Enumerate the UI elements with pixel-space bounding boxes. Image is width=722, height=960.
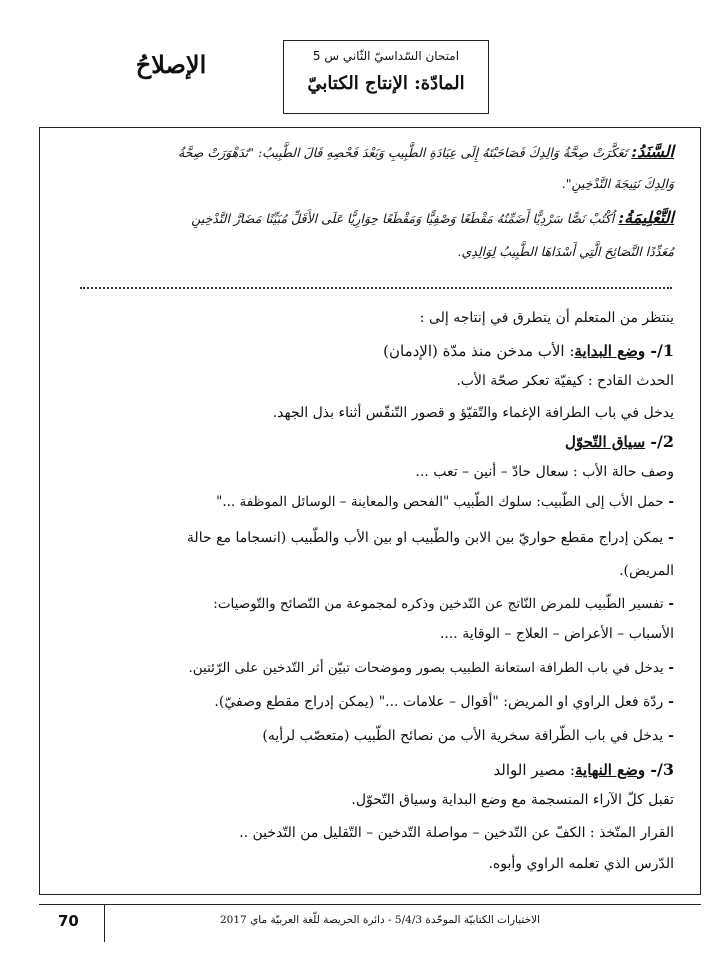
exam-title-box — [283, 40, 489, 114]
talima-line-1 — [46, 206, 674, 231]
exam-line: امتحان السّداسيّ الثّاني س 5 — [312, 49, 460, 63]
section-1-line-1: الحدث القادح : كيفيّة تعكر صحّة الأب. — [456, 373, 674, 389]
section-2-bullet-3-cont: الأسباب – الأعراض – العلاج – الوقاية .... — [439, 626, 674, 642]
section-1-line-2: يدخل في باب الطرافة الإغماء والتّقيّؤ و قصور التّنفّس أثناء بذل الجهد. — [272, 405, 674, 421]
section-2-bullet-4: - يدخل في باب الطرافة استعانة الطبيب بصور وموضحات تبيّن أثر التّدخين على الرّئتين. — [46, 660, 674, 676]
footer-text: الاختبارات الكتابيّة الموحّدة 5/4/3 - دائرة الحريصة للّغة العربيّة ماي 2017 — [220, 914, 540, 926]
sanad-label: السَّنَدُ: — [631, 142, 674, 161]
section-2-line-1: وصف حالة الأب : سعال حادّ – أنين – تعب ... — [415, 464, 674, 480]
dotted-separator — [80, 287, 672, 289]
section-2-bullet-5: - ردّة فعل الراوي او المريض: "أقوال – علامات ..." (يمكن إدراج مقطع وصفيّ). — [46, 694, 674, 710]
section-2-bullet-2-cont: المريض). — [619, 563, 674, 579]
section-2-number: 2/- — [650, 432, 674, 451]
section-2-title: سياق التّحوّل — [565, 433, 646, 451]
page-number: 70 — [58, 912, 79, 930]
section-3-value: : مصير الوالد — [493, 761, 575, 779]
section-2-bullet-6: - يدخل في باب الطّرافة سخرية الأب من نصائح الطّبيب (متعصّب لرأيه) — [46, 728, 674, 744]
section-3-heading — [46, 760, 674, 779]
talima-label: التَّعْلِيمَةُ: — [618, 208, 674, 227]
sanad-line-2 — [46, 172, 674, 196]
section-1-heading — [46, 341, 674, 360]
section-3-title: وضع النهاية — [574, 761, 646, 779]
section-2-heading — [46, 432, 674, 451]
subject-line: المادّة: الإنتاج الكتابيّ — [307, 73, 465, 94]
sanad-text-2: وَالِدِكَ نَتِيجَةَ التَّدْخِينِ". — [561, 176, 674, 191]
correction-heading: الإصلاحُ — [135, 50, 207, 79]
talima-text-1: اُكْتُبْ نَصًّا سَرْدِيًّا أَضَمِّنُهُ مَقْطَعًا وَصْفِيًّا وَمَقْطَعًا حِوَارِيًّا عَلَى الأَقَلِّ مُبَيِّنًا مَضَارَّ التَّدْخِينِ — [191, 211, 615, 226]
footer-rule — [39, 904, 701, 905]
section-3-line-1: تقبل كلّ الآراء المنسجمة مع وضع البداية وسياق التّحوّل. — [351, 792, 674, 808]
section-3-line-3: الدّرس الذي تعلمه الراوي وأبوه. — [488, 856, 674, 872]
section-2-bullet-1: - حمل الأب إلى الطّبيب: سلوك الطّبيب "الفحص والمعاينة – الوسائل الموظفة ..." — [46, 494, 674, 510]
section-2-bullet-3: - تفسير الطّبيب للمرض النّاتج عن التّدخين وذكره لمجموعة من النّصائح والتّوصيات: — [46, 596, 674, 612]
talima-line-2 — [46, 240, 674, 264]
section-3-line-2: القرار المتّخذ : الكفّ عن التّدخين – مواصلة التّدخين – التّقليل من التّدخين .. — [239, 825, 674, 841]
sanad-line-1 — [46, 140, 674, 165]
section-2-bullet-2: - يمكن إدراج مقطع حواريّ بين الابن والطّبيب او بين الأب والطّبيب (انسجاما مع حالة — [46, 530, 674, 546]
sanad-text-1: تَعَكَّرَتْ صِحَّةُ وَالِدِكَ فَصَاحَبْتَهُ إِلَى عِيَادَةِ الطَّبِيبِ وَبَعْدَ فَحْصِهِ قَالَ الطَّبِيبُ: "تَدَهْوَرَتْ صِحَّةُ — [178, 145, 628, 160]
section-1-title: وضع البداية — [574, 342, 646, 360]
talima-text-2: مُعَدِّدًا النَّصَائِحَ الَّتِي أَسْدَاهَا الطَّبِيبُ لِوَالِدِي. — [457, 244, 674, 259]
answer-intro: ينتظر من المتعلم أن يتطرق في إنتاجه إلى : — [419, 310, 674, 326]
footer-divider — [104, 904, 105, 942]
section-3-number: 3/- — [650, 760, 674, 779]
section-1-value: : الأب مدخن منذ مدّة (الإدمان) — [383, 342, 575, 360]
section-1-number: 1/- — [650, 341, 674, 360]
